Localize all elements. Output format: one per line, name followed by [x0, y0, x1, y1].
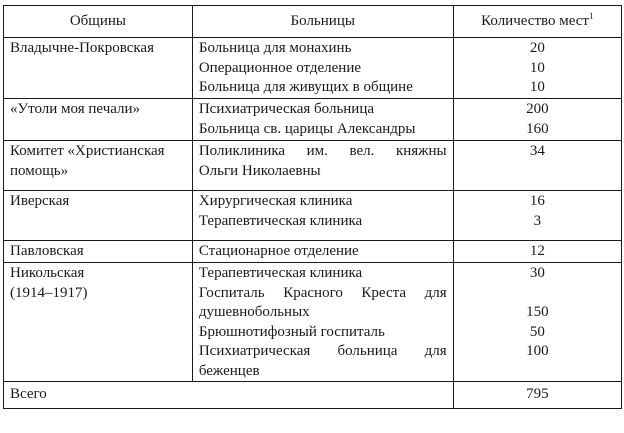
community-years: (1914–1917) [10, 284, 88, 301]
table-row [4, 241, 622, 263]
community-cell [4, 38, 193, 99]
beds-cell [453, 38, 621, 99]
header-row [4, 6, 622, 38]
hospital-name: Поликлиника им. вел. княжны [198, 143, 447, 159]
hospital-name: Больница св. царицы Александры [198, 120, 416, 137]
header-community: Общины [4, 6, 193, 38]
total-beds: 795 [453, 382, 621, 409]
bed-count: 150 [526, 304, 549, 320]
hospital-name: Стационарное отделение [198, 243, 359, 259]
hospitals-cell [192, 263, 453, 382]
hospital-name: Операционное отделение [198, 59, 362, 76]
total-label: Всего [4, 382, 454, 409]
hospital-name: Психиатрическая больница для [198, 343, 447, 359]
hospital-name: Хирургическая клиника [198, 193, 353, 209]
hospitals-cell [192, 38, 453, 99]
bed-count: 10 [529, 59, 545, 76]
footnote-marker: 1 [588, 10, 594, 21]
hospital-name: душевнобольных [198, 304, 310, 320]
hospital-beds-table [3, 5, 622, 409]
hospital-name: Терапевтическая клиника [198, 265, 363, 281]
header-hospitals: Больницы [192, 6, 453, 38]
hospitals-cell [192, 99, 453, 141]
community-cell [4, 191, 193, 241]
bed-count: 50 [529, 323, 545, 340]
beds-cell [453, 241, 621, 263]
hospitals-cell [192, 191, 453, 241]
total-row [4, 382, 622, 409]
hospital-name: Психиатрическая больница [198, 101, 375, 117]
bed-count: 160 [526, 120, 549, 137]
community-name: Комитет «Христианская [10, 143, 165, 159]
bed-count: 20 [529, 40, 545, 56]
hospital-name: Больница для живущих в общине [198, 79, 413, 95]
community-name: Иверская [10, 193, 70, 209]
bed-count: 10 [529, 79, 545, 95]
hospital-name: Госпиталь Красного Креста для [198, 284, 447, 301]
community-name: Павловская [10, 243, 84, 259]
table-row [4, 38, 622, 99]
beds-cell [453, 191, 621, 241]
bed-count: 34 [529, 143, 545, 159]
community-cell [4, 99, 193, 141]
community-name: Владычне-Покровская [10, 40, 154, 56]
bed-count: 100 [526, 343, 549, 359]
hospitals-cell [192, 141, 453, 191]
bed-count: 3 [533, 212, 542, 229]
community-cell [4, 241, 193, 263]
table-row [4, 191, 622, 241]
bed-count: 30 [529, 265, 545, 281]
beds-cell [453, 263, 621, 382]
beds-cell [453, 141, 621, 191]
table-row [4, 263, 622, 382]
hospital-name: Ольги Николаевны [198, 162, 321, 179]
table-row [4, 141, 622, 191]
header-beds [453, 6, 621, 38]
community-name: «Утоли моя печали» [10, 101, 141, 117]
community-name: Никольская [10, 265, 85, 281]
bed-count: 12 [529, 243, 545, 259]
hospitals-cell [192, 241, 453, 263]
beds-cell [453, 99, 621, 141]
community-name: помощь» [10, 162, 69, 179]
hospital-name: Терапевтическая клиника [198, 212, 363, 229]
bed-count [460, 284, 615, 304]
bed-count: 200 [526, 101, 549, 117]
bed-count: 16 [529, 193, 545, 209]
hospital-name: беженцев [198, 362, 260, 379]
hospital-name: Больница для монахинь [198, 40, 352, 56]
table-row [4, 99, 622, 141]
header-beds-label: Количество мест [481, 12, 589, 29]
community-cell [4, 263, 193, 382]
community-cell [4, 141, 193, 191]
hospital-name: Брюшнотифозный госпиталь [198, 323, 385, 340]
